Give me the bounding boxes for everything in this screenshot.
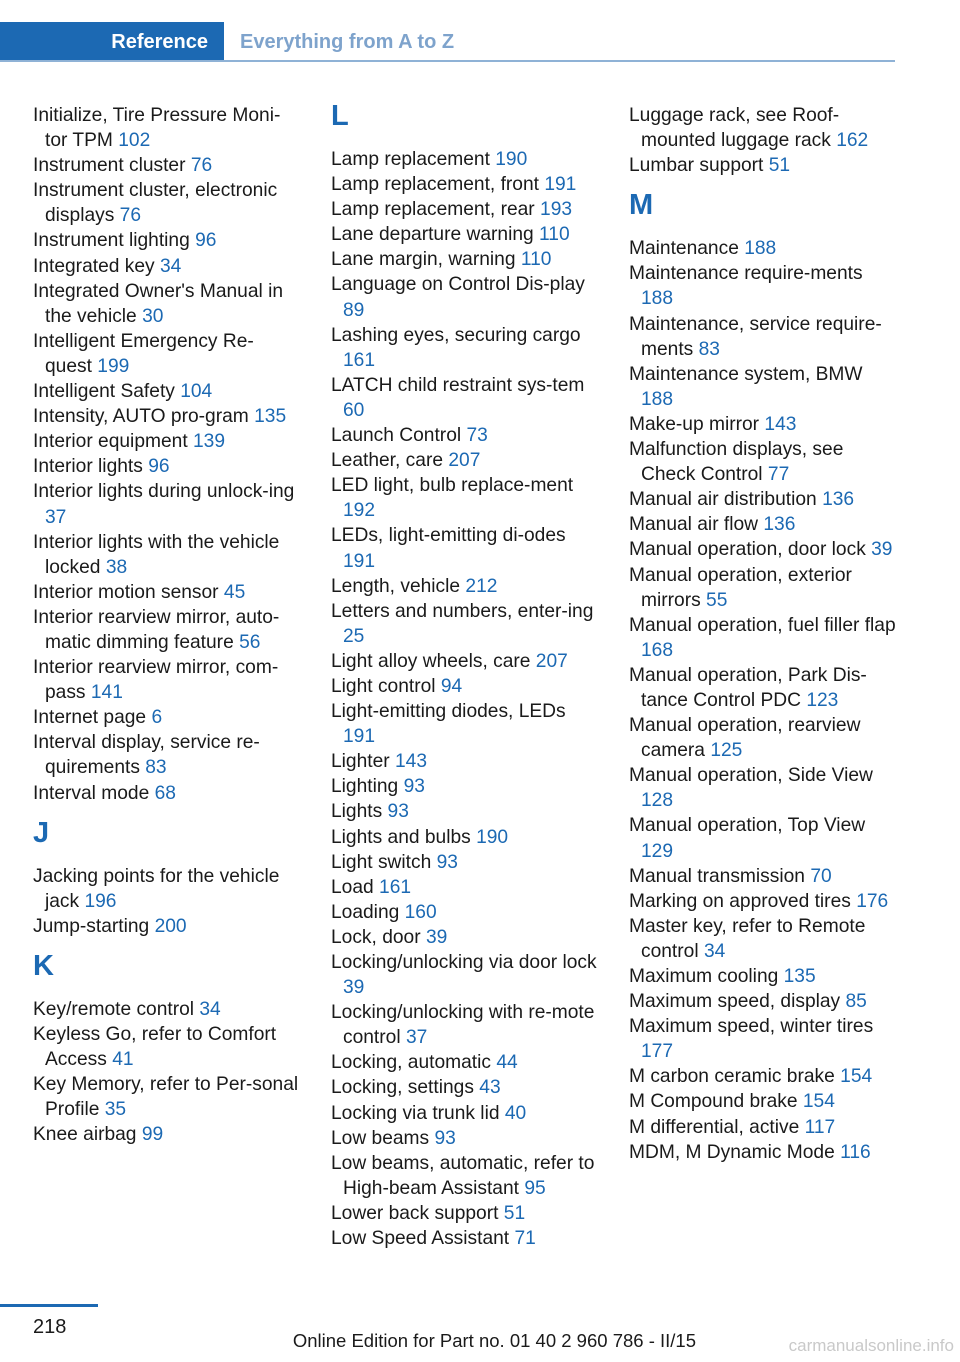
index-page-link[interactable]: 188 xyxy=(641,388,674,410)
index-entry xyxy=(33,864,299,914)
index-entry-term: Interior equipment xyxy=(33,431,188,453)
index-entry xyxy=(629,362,897,412)
index-entry-term: Low beams xyxy=(331,1127,430,1149)
index-entry-term: LATCH child restraint sys‐tem xyxy=(331,374,585,396)
index-entry xyxy=(33,1022,299,1072)
index-entry-term: Maximum cooling xyxy=(629,966,779,987)
index-entry xyxy=(33,1072,299,1122)
index-entry xyxy=(33,153,299,178)
index-entry xyxy=(331,272,599,322)
index-entry xyxy=(331,1050,599,1075)
index-letter-heading: L xyxy=(331,100,349,132)
index-entry xyxy=(331,1000,599,1050)
index-entry-term: Lock, door xyxy=(331,926,421,948)
index-page-link[interactable]: 141 xyxy=(90,682,123,704)
index-page-link[interactable]: 96 xyxy=(195,230,217,252)
index-entry-term: Lamp replacement, rear xyxy=(331,199,535,221)
index-page-link[interactable]: 68 xyxy=(154,782,176,804)
index-entry xyxy=(33,429,299,454)
index-entry xyxy=(331,448,599,473)
index-entry-term: Lashing eyes, securing cargo xyxy=(331,324,581,346)
index-entry-term: Launch Control xyxy=(331,425,462,447)
index-page-link[interactable]: 35 xyxy=(104,1099,127,1121)
index-entry-term: Master key, refer to Remote control xyxy=(629,915,866,962)
index-entry-term: Low Speed Assistant xyxy=(331,1228,510,1250)
index-entry-term: Locking, settings xyxy=(331,1077,474,1099)
index-page-link[interactable]: 51 xyxy=(768,155,791,177)
index-entry xyxy=(33,178,299,228)
index-entry xyxy=(33,379,299,404)
index-entry-term: Interior rearview mirror, auto‐matic dimming feature xyxy=(33,606,280,653)
index-page-link[interactable]: 161 xyxy=(343,349,376,371)
index-page-link[interactable]: 37 xyxy=(45,506,67,528)
index-entry-term: Manual air distribution xyxy=(629,489,817,511)
index-entry xyxy=(629,889,897,914)
index-entry xyxy=(629,537,897,562)
index-page-link[interactable]: 43 xyxy=(479,1077,501,1099)
index-page-link[interactable]: 25 xyxy=(343,625,365,647)
index-entry xyxy=(331,674,599,699)
page-number: 218 xyxy=(33,1316,67,1338)
index-entry-term: Instrument lighting xyxy=(33,230,190,252)
index-entry-term: Lighting xyxy=(331,776,399,798)
index-entry-term: Low beams, automatic, refer to High-beam Assistant xyxy=(331,1152,595,1199)
index-entry xyxy=(629,437,897,487)
index-letter-heading: M xyxy=(629,189,654,222)
index-entry xyxy=(629,412,897,437)
index-entry-term: Interior motion sensor xyxy=(33,581,219,603)
index-entry xyxy=(331,147,599,172)
index-entry xyxy=(331,649,599,674)
index-entry-term: Jacking points for the vehicle jack xyxy=(33,865,280,912)
watermark: carmanualsonline.info xyxy=(788,1336,954,1355)
index-entry-term: Key/remote control xyxy=(33,998,195,1020)
index-page-link[interactable]: 51 xyxy=(503,1202,526,1224)
index-page-link[interactable]: 129 xyxy=(641,840,674,862)
index-page-link[interactable]: 212 xyxy=(465,575,498,597)
index-page-link[interactable]: 89 xyxy=(343,299,365,321)
index-page-link[interactable]: 39 xyxy=(343,977,365,999)
index-page-link[interactable]: 55 xyxy=(706,589,728,611)
index-entry xyxy=(331,825,599,850)
index-entry xyxy=(331,197,599,222)
index-page-link[interactable]: 200 xyxy=(154,915,187,937)
index-entry xyxy=(33,997,299,1022)
index-page-link[interactable]: 162 xyxy=(836,130,869,152)
index-entry xyxy=(629,989,897,1014)
index-entry xyxy=(331,1126,599,1151)
index-page-link[interactable]: 125 xyxy=(710,740,743,762)
index-entry-term: Lamp replacement, front xyxy=(331,174,539,196)
index-entry xyxy=(331,1201,599,1226)
index-page-link[interactable]: 193 xyxy=(540,199,573,221)
index-column-3 xyxy=(629,103,897,1165)
index-entry-term: Length, vehicle xyxy=(331,575,461,597)
index-page-link[interactable]: 192 xyxy=(343,500,376,522)
index-page-link[interactable]: 196 xyxy=(84,890,117,912)
index-entry xyxy=(331,799,599,824)
index-entry xyxy=(331,373,599,423)
index-entry xyxy=(629,1115,897,1140)
index-entry xyxy=(331,523,599,573)
index-entry-term: Locking/unlocking with re‐mote control xyxy=(331,1002,595,1049)
index-entry-term: Integrated Owner's Manual in the vehicle xyxy=(33,280,284,327)
index-entry-term: Light switch xyxy=(331,851,432,873)
index-page-link[interactable]: 34 xyxy=(703,940,726,962)
index-page-link[interactable]: 76 xyxy=(119,205,142,227)
index-entry-term: Leather, care xyxy=(331,450,444,472)
index-entry-term: M Compound brake xyxy=(629,1091,798,1113)
index-entry-term: Instrument cluster, electronic displays xyxy=(33,180,278,227)
index-entry xyxy=(33,454,299,479)
index-entry-term: M differential, active xyxy=(629,1116,800,1138)
index-entry xyxy=(629,1089,897,1114)
index-entry-term: Manual air flow xyxy=(629,514,759,536)
index-entry-term: Manual operation, Park Dis‐tance Control PDC xyxy=(629,664,867,711)
index-entry xyxy=(629,312,897,362)
index-entry xyxy=(331,875,599,900)
index-entry xyxy=(629,1064,897,1089)
index-entry xyxy=(629,153,897,178)
index-entry-term: Interval display, service re‐quirements xyxy=(33,732,260,779)
index-page-link[interactable]: 190 xyxy=(476,826,509,848)
index-page-link[interactable]: 191 xyxy=(343,550,376,572)
index-page-link[interactable]: 93 xyxy=(436,851,458,873)
index-page-link[interactable]: 207 xyxy=(535,650,568,672)
index-entry-term: Lights and bulbs xyxy=(331,826,471,848)
footer-divider xyxy=(0,1304,98,1307)
index-entry-term: Knee airbag xyxy=(33,1124,137,1146)
index-entry-term: Maximum speed, display xyxy=(629,991,841,1013)
index-page-link[interactable]: 83 xyxy=(145,757,167,779)
index-page-link[interactable]: 191 xyxy=(343,726,376,748)
index-page-link[interactable]: 123 xyxy=(806,689,839,711)
index-page-link[interactable]: 34 xyxy=(199,998,221,1020)
index-entry xyxy=(33,781,299,806)
index-page-link[interactable]: 56 xyxy=(239,631,261,653)
index-entry-term: Interval mode xyxy=(33,782,150,804)
index-entry-term: Locking via trunk lid xyxy=(331,1102,500,1124)
index-entry xyxy=(331,774,599,799)
index-page-link[interactable]: 176 xyxy=(856,890,889,912)
index-page-link[interactable]: 44 xyxy=(496,1052,518,1074)
index-page-link[interactable]: 93 xyxy=(403,776,425,798)
index-entry-term: Maintenance xyxy=(629,238,739,260)
index-page-link[interactable]: 93 xyxy=(387,801,409,823)
index-column-1 xyxy=(33,103,299,1147)
index-entry-term: Locking, automatic xyxy=(331,1052,491,1074)
index-entry-term: Maximum speed, winter tires xyxy=(629,1016,874,1038)
index-page-link[interactable]: 110 xyxy=(539,224,570,246)
index-entry-term: Manual operation, Side View xyxy=(629,765,873,787)
index-page-link[interactable]: 135 xyxy=(783,966,816,987)
index-entry-term: Intensity, AUTO pro‐gram xyxy=(33,406,249,428)
index-entry-term: Manual transmission xyxy=(629,865,805,887)
index-entry xyxy=(33,479,299,529)
index-page-link[interactable]: 39 xyxy=(425,926,448,948)
index-entry xyxy=(33,254,299,279)
index-entry-term: Lane departure warning xyxy=(331,224,534,246)
index-entry-term: Manual operation, rearview camera xyxy=(629,715,861,762)
index-entry xyxy=(33,730,299,780)
index-entry xyxy=(629,1014,897,1064)
index-page-link[interactable]: 154 xyxy=(802,1091,835,1113)
index-page-link[interactable]: 41 xyxy=(112,1049,134,1071)
index-entry xyxy=(33,404,299,429)
index-entry xyxy=(331,599,599,649)
index-page-link[interactable]: 99 xyxy=(141,1124,164,1146)
index-page-link[interactable]: 110 xyxy=(520,249,552,271)
index-entry xyxy=(331,222,599,247)
index-entry-term: Lane margin, warning xyxy=(331,249,516,271)
index-entry-term: Manual operation, exterior mirrors xyxy=(629,564,852,611)
index-entry xyxy=(629,512,897,537)
index-entry xyxy=(33,329,299,379)
index-page-link[interactable]: 6 xyxy=(151,707,163,729)
index-entry xyxy=(629,563,897,613)
index-entry-term: Light-emitting diodes, LEDs xyxy=(331,701,566,723)
index-page-link[interactable]: 117 xyxy=(804,1116,836,1138)
index-page-link[interactable]: 93 xyxy=(434,1127,456,1149)
index-page-link[interactable]: 136 xyxy=(822,489,855,511)
index-entry-term: LED light, bulb replace‐ment xyxy=(331,475,574,497)
index-entry-term: Interior lights with the vehicle locked xyxy=(33,531,280,578)
index-entry xyxy=(33,914,299,939)
index-entry-term: Locking/unlocking via door lock xyxy=(331,952,597,973)
index-entry xyxy=(331,925,599,950)
index-entry xyxy=(331,900,599,925)
index-entry xyxy=(629,487,897,512)
index-entry-term: Lumbar support xyxy=(629,155,764,177)
index-entry-term: Light alloy wheels, care xyxy=(331,650,531,672)
index-column-2 xyxy=(331,100,599,1251)
index-page-link[interactable]: 177 xyxy=(641,1041,674,1063)
index-entry-term: Make-up mirror xyxy=(629,413,760,435)
index-page-link[interactable]: 207 xyxy=(448,450,481,472)
header-divider xyxy=(0,60,895,62)
index-entry xyxy=(331,1226,599,1251)
index-entry-term: Light control xyxy=(331,675,436,697)
index-entry xyxy=(331,1151,599,1201)
index-page-link[interactable]: 104 xyxy=(180,381,213,403)
index-entry xyxy=(331,247,599,272)
index-entry-term: Internet page xyxy=(33,707,147,729)
index-entry xyxy=(629,914,897,964)
index-page-link[interactable]: 160 xyxy=(404,901,437,923)
index-entry xyxy=(33,279,299,329)
index-entry-term: Key Memory, refer to Per‐sonal Profile xyxy=(33,1074,299,1121)
index-page-link[interactable]: 188 xyxy=(641,288,674,310)
index-page-link[interactable]: 85 xyxy=(845,991,867,1013)
index-entry xyxy=(331,172,599,197)
index-entry-term: Load xyxy=(331,876,374,898)
index-page-link[interactable]: 136 xyxy=(763,514,796,536)
index-entry xyxy=(33,655,299,705)
index-page-link[interactable]: 143 xyxy=(764,413,797,435)
index-page-link[interactable]: 139 xyxy=(193,431,226,453)
index-entry xyxy=(33,705,299,730)
index-entry-term: Instrument cluster xyxy=(33,155,186,177)
index-page-link[interactable]: 135 xyxy=(254,406,287,428)
index-page-link[interactable]: 37 xyxy=(405,1027,428,1049)
index-entry-term: MDM, M Dynamic Mode xyxy=(629,1141,835,1163)
index-entry xyxy=(331,423,599,448)
index-entry-term: Lower back support xyxy=(331,1202,499,1224)
index-letter-heading: K xyxy=(33,949,54,982)
index-entry-term: Maintenance, service require‐ments xyxy=(629,313,882,360)
index-entry xyxy=(33,580,299,605)
index-page-link[interactable]: 161 xyxy=(379,876,412,898)
section-subtitle: Everything from A to Z xyxy=(240,30,455,53)
index-page-link[interactable]: 128 xyxy=(641,790,674,812)
index-entry xyxy=(629,103,897,153)
index-page-link[interactable]: 60 xyxy=(343,399,365,421)
index-entry-term: Interior lights xyxy=(33,456,143,478)
index-entry xyxy=(629,964,897,989)
page-header xyxy=(0,22,895,62)
index-entry-term: Intelligent Emergency Re‐quest xyxy=(33,330,254,377)
index-page-link[interactable]: 40 xyxy=(504,1102,527,1124)
index-page-link[interactable]: 73 xyxy=(466,425,488,447)
index-entry xyxy=(33,228,299,253)
index-entry-term: Integrated key xyxy=(33,255,155,277)
index-entry xyxy=(629,713,897,763)
index-entry xyxy=(629,261,897,311)
index-entry-term: LEDs, light-emitting di‐odes xyxy=(331,525,566,547)
index-page-link[interactable]: 188 xyxy=(744,238,777,260)
index-page-link[interactable]: 154 xyxy=(840,1066,873,1088)
index-entry-term: Jump-starting xyxy=(33,915,150,937)
index-page-link[interactable]: 76 xyxy=(190,155,213,177)
index-page-link[interactable]: 77 xyxy=(767,464,790,486)
section-tab-reference[interactable]: Reference xyxy=(0,22,224,62)
index-entry xyxy=(629,813,897,863)
index-page-link[interactable]: 190 xyxy=(495,149,528,170)
index-entry xyxy=(331,950,599,1000)
index-page-link[interactable]: 116 xyxy=(840,1141,871,1163)
index-entry xyxy=(331,1101,599,1126)
index-entry-term: Malfunction displays, see Check Control xyxy=(629,439,844,486)
index-entry xyxy=(629,236,897,261)
index-entry-term: Lamp replacement xyxy=(331,149,490,170)
edition-note: Online Edition for Part no. 01 40 2 960 786 - II/15 xyxy=(292,1330,696,1351)
index-entry-term: M carbon ceramic brake xyxy=(629,1066,835,1088)
index-entry-term: Manual operation, door lock xyxy=(629,539,866,561)
index-entry xyxy=(629,1140,897,1165)
index-page-link[interactable]: 95 xyxy=(524,1177,546,1199)
index-entry-term: Lighter xyxy=(331,751,390,773)
index-entry-term: Marking on approved tires xyxy=(629,890,851,912)
index-entry-term: Language on Control Dis‐play xyxy=(331,274,585,296)
index-entry xyxy=(629,864,897,889)
index-entry xyxy=(33,103,299,153)
index-entry-term: Maintenance require‐ments xyxy=(629,263,863,285)
index-entry xyxy=(331,699,599,749)
index-page-link[interactable]: 94 xyxy=(440,675,463,697)
index-page-link[interactable]: 168 xyxy=(641,639,674,661)
index-entry-term: Manual operation, Top View xyxy=(629,815,866,837)
index-entry-term: Interior rearview mirror, com‐pass xyxy=(33,657,279,704)
index-entry xyxy=(629,663,897,713)
index-page-link[interactable]: 71 xyxy=(514,1228,536,1250)
index-entry xyxy=(33,530,299,580)
index-entry xyxy=(629,613,897,663)
index-entry xyxy=(331,574,599,599)
index-page-link[interactable]: 38 xyxy=(105,556,128,578)
index-entry xyxy=(33,605,299,655)
index-entry xyxy=(33,1122,299,1147)
index-entry xyxy=(331,323,599,373)
index-page-link[interactable]: 143 xyxy=(395,751,428,773)
index-entry xyxy=(629,763,897,813)
index-entry xyxy=(331,749,599,774)
index-entry xyxy=(331,850,599,875)
index-page-link[interactable]: 34 xyxy=(159,255,182,277)
index-page-link[interactable]: 191 xyxy=(544,174,577,196)
index-entry-term: Keyless Go, refer to Comfort Access xyxy=(33,1024,277,1071)
index-entry-term: Loading xyxy=(331,901,400,923)
index-entry-term: Interior lights during unlock‐ing xyxy=(33,481,295,503)
index-page-link[interactable]: 102 xyxy=(118,130,151,152)
index-page-link[interactable]: 70 xyxy=(810,865,832,887)
index-page-link[interactable]: 96 xyxy=(148,456,170,478)
index-entry-term: Maintenance system, BMW xyxy=(629,363,863,385)
index-page-link[interactable]: 30 xyxy=(142,305,164,327)
index-entry xyxy=(331,473,599,523)
index-entry xyxy=(331,1075,599,1100)
index-entry-term: Manual operation, fuel filler flap xyxy=(629,614,896,636)
index-entry-term: Letters and numbers, enter‐ing xyxy=(331,600,594,622)
index-letter-heading: J xyxy=(33,816,50,849)
index-entry-term: Initialize, Tire Pressure Moni‐tor TPM xyxy=(33,105,281,152)
index-page-link[interactable]: 83 xyxy=(698,338,720,360)
index-page-link[interactable]: 199 xyxy=(97,355,130,377)
index-page-link[interactable]: 45 xyxy=(223,581,246,603)
index-entry-term: Luggage rack, see Roof-mounted luggage rack xyxy=(629,105,840,152)
index-entry-term: Intelligent Safety xyxy=(33,381,175,403)
index-page-link[interactable]: 39 xyxy=(871,539,893,561)
index-entry-term: Lights xyxy=(331,801,383,823)
